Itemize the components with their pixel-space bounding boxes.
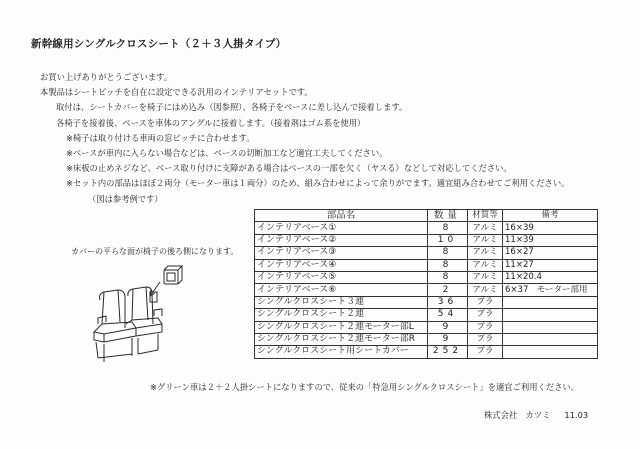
company-line <box>484 409 588 421</box>
header-quantity: 数量 <box>428 210 468 222</box>
intro-text <box>40 70 569 207</box>
part-name: インテリアベース⑤ <box>255 271 428 283</box>
part-remarks: 11×20.4 <box>503 271 598 283</box>
intro-note: ※セット内の部品はほぼ２両分（モーター車は１両分）のため、組み合わせによって余りがでます。適宜組み合わせてご利用ください。 <box>66 178 570 189</box>
part-remarks <box>503 333 598 345</box>
part-material: プラ <box>468 296 503 308</box>
part-material: アルミ <box>468 284 503 296</box>
parts-table <box>254 209 598 359</box>
part-name: シングルクロスシート２連モーター部L <box>255 321 428 333</box>
intro-note: （図は参考例です） <box>88 193 163 204</box>
page-title: 新幹線用シングルクロスシート（２＋３人掛タイプ） <box>31 38 287 50</box>
part-name: シングルクロスシート用シートカバー <box>255 346 428 358</box>
seat-illustration <box>92 262 192 367</box>
part-name: シングルクロスシート３連 <box>255 296 428 308</box>
table-row <box>255 271 598 283</box>
part-name: シングルクロスシート２連 <box>255 309 428 321</box>
table-row <box>255 346 598 358</box>
part-quantity: 10 <box>428 234 468 246</box>
part-name: インテリアベース① <box>255 222 428 234</box>
part-remarks: 16×39 <box>503 222 598 234</box>
part-quantity: 9 <box>428 321 468 333</box>
intro-note: ※ベースが車内に入らない場合などは、ベースの切断加工など適宜工夫してください。 <box>66 148 388 159</box>
part-material: プラ <box>468 321 503 333</box>
intro-line: 本製品はシートピッチを自在に設定できる汎用のインテリアセットです。 <box>40 87 313 98</box>
table-row <box>255 284 598 296</box>
part-quantity: 8 <box>428 222 468 234</box>
table-row <box>255 296 598 308</box>
part-material: アルミ <box>468 222 503 234</box>
table-row <box>255 247 598 259</box>
part-remarks: 11×27 <box>503 259 598 271</box>
header-part-name: 部品名 <box>255 210 428 222</box>
header-material: 材質等 <box>468 210 503 222</box>
header-remarks: 備考 <box>503 210 598 222</box>
table-header-row <box>255 210 598 222</box>
part-name: インテリアベース④ <box>255 259 428 271</box>
part-material: アルミ <box>468 234 503 246</box>
intro-note: ※椅子は取り付ける車両の窓ピッチに合わせます。 <box>66 132 255 143</box>
part-name: インテリアベース③ <box>255 247 428 259</box>
intro-line: お買い上げありがとうございます。 <box>40 72 173 82</box>
part-remarks: 6×37 モーター部用 <box>503 284 598 296</box>
intro-note: ※床板の止めネジなど、ベース取り付けに支障がある場合はベースの一部を欠く（ヤスる）などして対応してください。 <box>66 163 512 174</box>
part-material: プラ <box>468 309 503 321</box>
part-quantity: 252 <box>428 346 468 358</box>
table-row <box>255 222 598 234</box>
table-row <box>255 333 598 345</box>
intro-line: 各椅子を接着後、ベースを車体のアングルに接着します。（接着剤はゴム系を使用） <box>56 117 366 128</box>
part-quantity: 8 <box>428 247 468 259</box>
part-remarks <box>503 346 598 358</box>
part-remarks <box>503 296 598 308</box>
part-quantity: 8 <box>428 271 468 283</box>
part-remarks <box>503 321 598 333</box>
table-row <box>255 309 598 321</box>
part-quantity: 9 <box>428 333 468 345</box>
part-quantity: 8 <box>428 259 468 271</box>
part-quantity: 36 <box>428 296 468 308</box>
table-row <box>255 321 598 333</box>
part-name: インテリアベース② <box>255 234 428 246</box>
part-material: プラ <box>468 333 503 345</box>
part-name: インテリアベース⑥ <box>255 284 428 296</box>
table-row <box>255 259 598 271</box>
part-material: プラ <box>468 346 503 358</box>
part-material: アルミ <box>468 247 503 259</box>
company-name: 株式会社 カツミ <box>484 410 551 420</box>
issue-date: 11.03 <box>564 410 589 420</box>
table-row <box>255 234 598 246</box>
green-car-note: ※グリーン車は２＋２人掛シートになりますので、従来の「特急用シングルクロスシート」を適宜ご利用ください。 <box>150 382 579 392</box>
part-quantity: 54 <box>428 309 468 321</box>
part-quantity: 2 <box>428 284 468 296</box>
cover-note: カバーの平らな面が椅子の後ろ側になります。 <box>71 247 239 256</box>
part-material: アルミ <box>468 259 503 271</box>
part-material: アルミ <box>468 271 503 283</box>
part-remarks: 16×27 <box>503 247 598 259</box>
part-name: シングルクロスシート２連モーター部R <box>255 333 428 345</box>
part-remarks: 11×39 <box>503 234 598 246</box>
part-remarks <box>503 309 598 321</box>
intro-line: 取付は、シートカバーを椅子にはめ込み（図参照）、各椅子をベースに差し込んで接着します。 <box>56 102 408 113</box>
